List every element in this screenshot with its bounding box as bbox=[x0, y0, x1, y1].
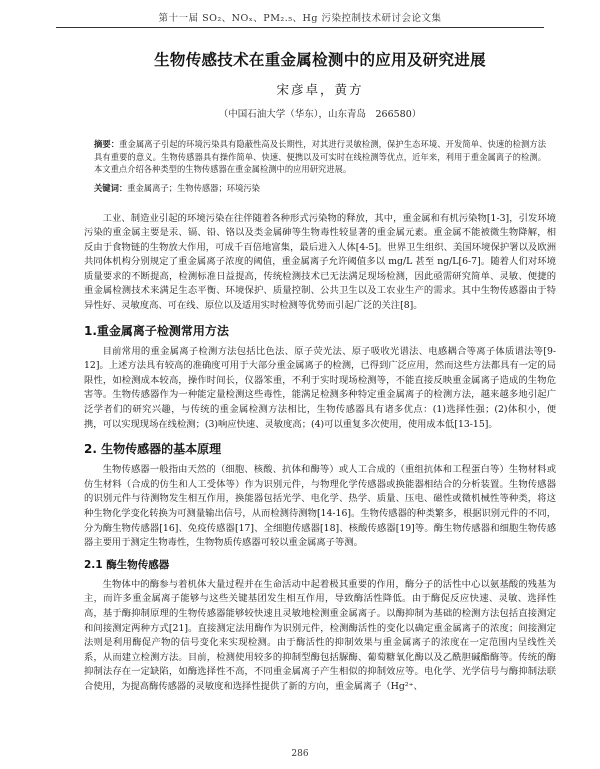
section-1-paragraph: 目前常用的重金属离子检测方法包括比色法、原子荧光法、原子吸收光谱法、电感耦合等离子体质谱法等[9-12]。上述方法具有较高的准确度可用于大部分重金属离子的检测，已得到广泛应用，然而这些方法都具有一定的局限性，如检测成本较高，操作时间长，仪器笨重，不利于实时现场检测等，不能直接反映重金属离子造成的生物危害等。生物传感器作为一种能定量检测这些毒性，能满足检测多种特定重金属离子的检测方法，越来越多地引起广泛学者们的研究兴趣，与传统的重金属检测方法相比，生物传感器具有诸多优点：(1)选择性强；(2)体积小，便携，可以实现现场在线检测；(3)响应快速、灵敏度高；(4)可以重复多次使用，使用成本低[13-15]。 bbox=[84, 345, 556, 430]
section-1-heading: 1.重金属离子检测常用方法 bbox=[84, 323, 229, 338]
section-2-paragraph: 生物传感器一般指由天然的（细胞、核酸、抗体和酶等）或人工合成的（重组抗体和工程蛋白等）生物材料或仿生材料（合成的仿生和人工受体等）作为识别元件，与物理化学传感器或换能器相结合的分析装置。生物传感器的识别元件与待测物发生相互作用，换能器包括光学、电化学、热学、质量、压电、磁性或微机械性等种类，将这种生物化学变化转换为可测量输出信号，从而检测待测物[14-16]。生物传感器的种类繁多，根据识别元件的不同，分为酶生物传感器[16]、免疫传感器[17]、全细胞传感器[18]、核酸传感器[19]等。酶生物传感器和细胞生物传感器主要用于测定生物毒性，生物物质传感器可较以重金属离子等测。 bbox=[84, 464, 556, 549]
keywords bbox=[94, 182, 546, 194]
section-2-heading: 2. 生物传感器的基本原理 bbox=[84, 442, 222, 457]
header-rule bbox=[56, 27, 544, 28]
section-2-1-heading: 2.1 酶生物传感器 bbox=[84, 558, 170, 571]
page-number: 286 bbox=[291, 749, 309, 759]
article-body bbox=[84, 48, 556, 695]
running-head: 第十一届 SO₂、NOₓ、PM₂.₅、Hg 污染控制技术研讨会论文集 bbox=[158, 13, 442, 24]
article-authors: 宋彦卓，黄方 bbox=[276, 82, 364, 97]
abstract-label: 摘要： bbox=[94, 139, 120, 149]
keywords-label: 关键词： bbox=[94, 182, 128, 193]
intro-paragraph: 工业、制造业引起的环境污染在往伴随着各种形式污染物的释放，其中，重金属和有机污染物[1-3]，引发环境污染的重金属主要是汞、镉、铅、铬以及类金属砷等生物毒性较显著的重金属元素。重金属不能被微生物降解，相反由于食物链的生物放大作用，可成千百倍地富集，最后进入人体[4-5]。世界卫生组织、美国环境保护署以及欧洲共同体机构分别规定了重金属离子浓度的阈值，重金属离子允许阈值多以 mg/L 甚至 ng/L[6-7]。随着人们对环境质量要求的不断提高，检测标准日益提高，传统检测技术已无法满足现场检测，因此亟需研究简单、灵敏、便捷的重金属检测技术来满足生态平衡、环境保护、质量控制、公共卫生以及工农业生产的需求。其中生物传感器由于特异性好、灵敏度高、可在线、原位以及适用实时检测等优势而引起广泛的关注[8]。 bbox=[84, 212, 556, 312]
abstract-text: 重金属离子引起的环境污染具有隐蔽性高及长期性，对其进行灵敏检测，保护生态环境、开发简单、快速的检测方法具有重要的意义。生物传感器具有操作简单、快速、便携以及可实时在线检测等优点，近年来，利用于重金属离子的检测。本文重点介绍各种类型的生物传感器在重金属检测中的应用研究进展。 bbox=[94, 139, 546, 174]
article-title: 生物传感技术在重金属检测中的应用及研究进展 bbox=[154, 51, 486, 69]
abstract bbox=[94, 138, 546, 176]
keywords-text: 重金属离子；生物传感器；环境污染 bbox=[127, 182, 260, 193]
section-2-1-paragraph: 生物体中的酶参与着机体大量过程并在生命活动中起着极其重要的作用，酶分子的活性中心以氨基酸的残基为主，而许多重金属离子能够与这些关键基团发生相互作用，导致酶活性降低。由于酶促反应快速、灵敏、选择性高，基于酶抑制原理的生物传感器能够较快速且灵敏地检测重金属离子。以酶抑制为基础的检测方法包括直接测定和间接测定两种方式[21]。直接测定法用酶作为识别元件，检测酶活性的变化以确定重金属离子的浓度；间接测定法则是利用酶促产物的信号变化来实现检测。由于酶活性的抑制效果与重金属离子的浓度在一定范围内呈线性关系，从而建立检测方法。目前，检测使用较多的抑制型酶包括脲酶、葡萄糖氧化酶以及乙酰胆碱酯酶等。传统的酶抑制法存在一定缺陷，如酶选择性不高，不同重金属离子产生相似的抑制效应等。电化学、光学信号与酶抑制法联合使用，为提高酶传感器的灵敏度和选择性提供了新的方向，重金属离子（Hg²⁺、 bbox=[84, 578, 556, 692]
author-affiliation: （中国石油大学（华东），山东青岛 266580） bbox=[218, 109, 422, 120]
